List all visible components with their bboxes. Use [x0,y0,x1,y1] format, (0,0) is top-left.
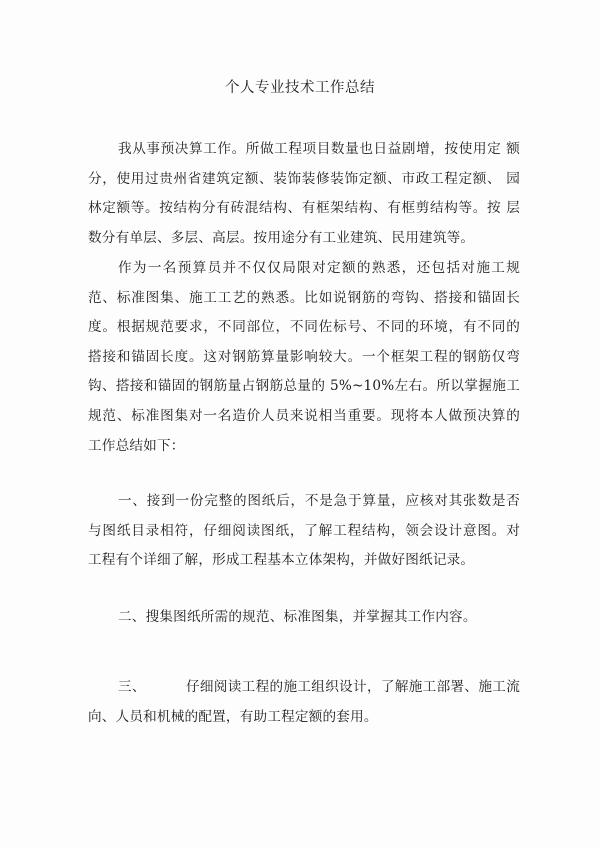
paragraph-scope: 我从事预决算工作。所做工程项目数量也日益剧增，按使用定 额分，使用过贵州省建筑定额、装饰装修装饰定额、市政工程定额、 园林定额等。按结构分有砖混结构、有框架结构、有框剪结构等。按 层数分有单层、多层、高层。按用途分有工业建筑、民用建筑等。 [88,141,520,246]
paragraph-item-three [88,673,520,732]
paragraph-budgeter-role: 作为一名预算员并不仅仅局限对定额的熟悉，还包括对施工规 范、标准图集、施工工艺的熟悉。比如说钢筋的弯钩、搭接和锚固长 度。根据规范要求，不同部位，不同佐标号、不同的环境，有不同的 搭接和锚固长度。这对钢筋算量影响较大。一个框架工程的钢筋仅弯 钩、搭接和锚固的钢筋量占钢筋总量的 5%~10%左右。所以掌握施工 规范、标准图集对一名造价人员来说相当重要。现将本人做预决算的 工作总结如下： [88,260,520,454]
paragraph-item-one: 一、接到一份完整的图纸后，不是急于算量，应核对其张数是否 与图纸目录相符，仔细阅读图纸，了解工程结构，领会设计意图。对 工程有个详细了解，形成工程基本立体架构，并做好图纸记录。 [88,493,520,569]
paragraph-item-two: 二、搜集图纸所需的规范、标准图集，并掌握其工作内容。 [118,609,477,625]
item-three-number: 三、 [118,679,146,695]
document-title: 个人专业技术工作总结 [225,80,375,96]
item-three-text: 仔细阅读工程的施工组织设计，了解施工部署、施工流向、人员和机械的配置，有助工程定额的套用。 [88,679,520,725]
